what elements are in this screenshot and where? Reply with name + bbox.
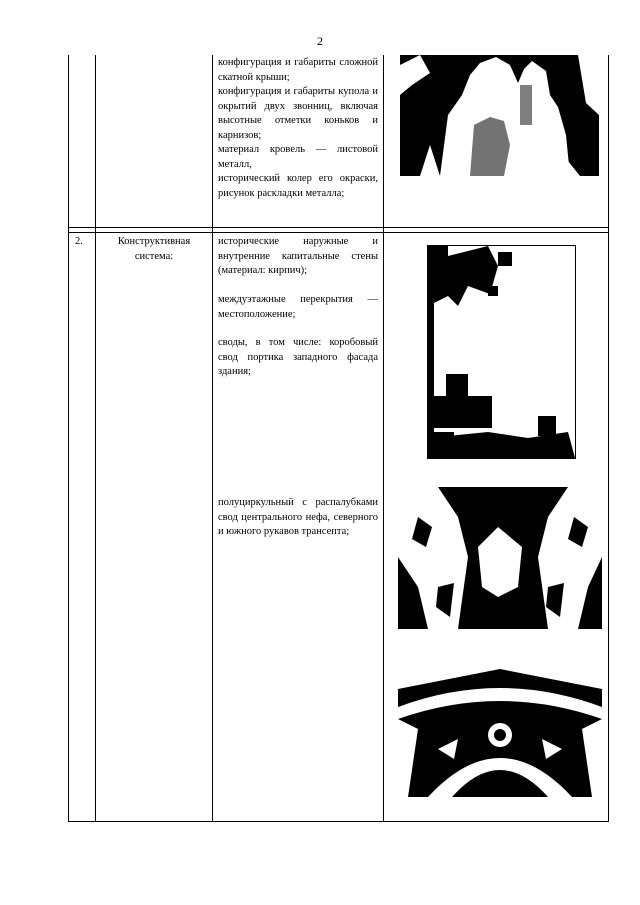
row-2-name: Конструктивная система: <box>117 236 191 262</box>
row-2-floors: междуэтажные перекрытия — местоположение; <box>218 294 378 320</box>
monument-table <box>68 55 609 822</box>
feature-roof-configuration: конфигурация и габариты сложной скатной крыши; <box>218 57 378 83</box>
arch-ceiling-photo <box>398 659 602 797</box>
feature-roof-material: материал кровель — листовой металл, <box>218 144 378 170</box>
page-number: 2 <box>317 34 323 48</box>
feature-dome-configuration: конфигурация и габариты купола и окрытий двух звонниц, включая высотные отметки коньков и карнизов; <box>218 86 378 141</box>
interior-wall-photo <box>427 245 576 459</box>
row-2-semicircular-vault: полуциркульный с распалубками свод центрального нефа, северного и южного рукавов трансепта; <box>218 497 378 537</box>
row-1-features <box>218 56 378 201</box>
row-2-number: 2. <box>75 236 83 247</box>
church-exterior-photo <box>400 55 599 176</box>
vault-photo <box>398 487 602 629</box>
row-2-vaults: своды, в том числе: коробовый свод портика западного фасада здания; <box>218 337 378 377</box>
feature-roof-color: исторический колер его окраски, рисунок раскладки металла; <box>218 173 378 199</box>
row-2-walls: исторические наружные и внутренние капитальные стены (материал: кирпич); <box>218 236 378 276</box>
